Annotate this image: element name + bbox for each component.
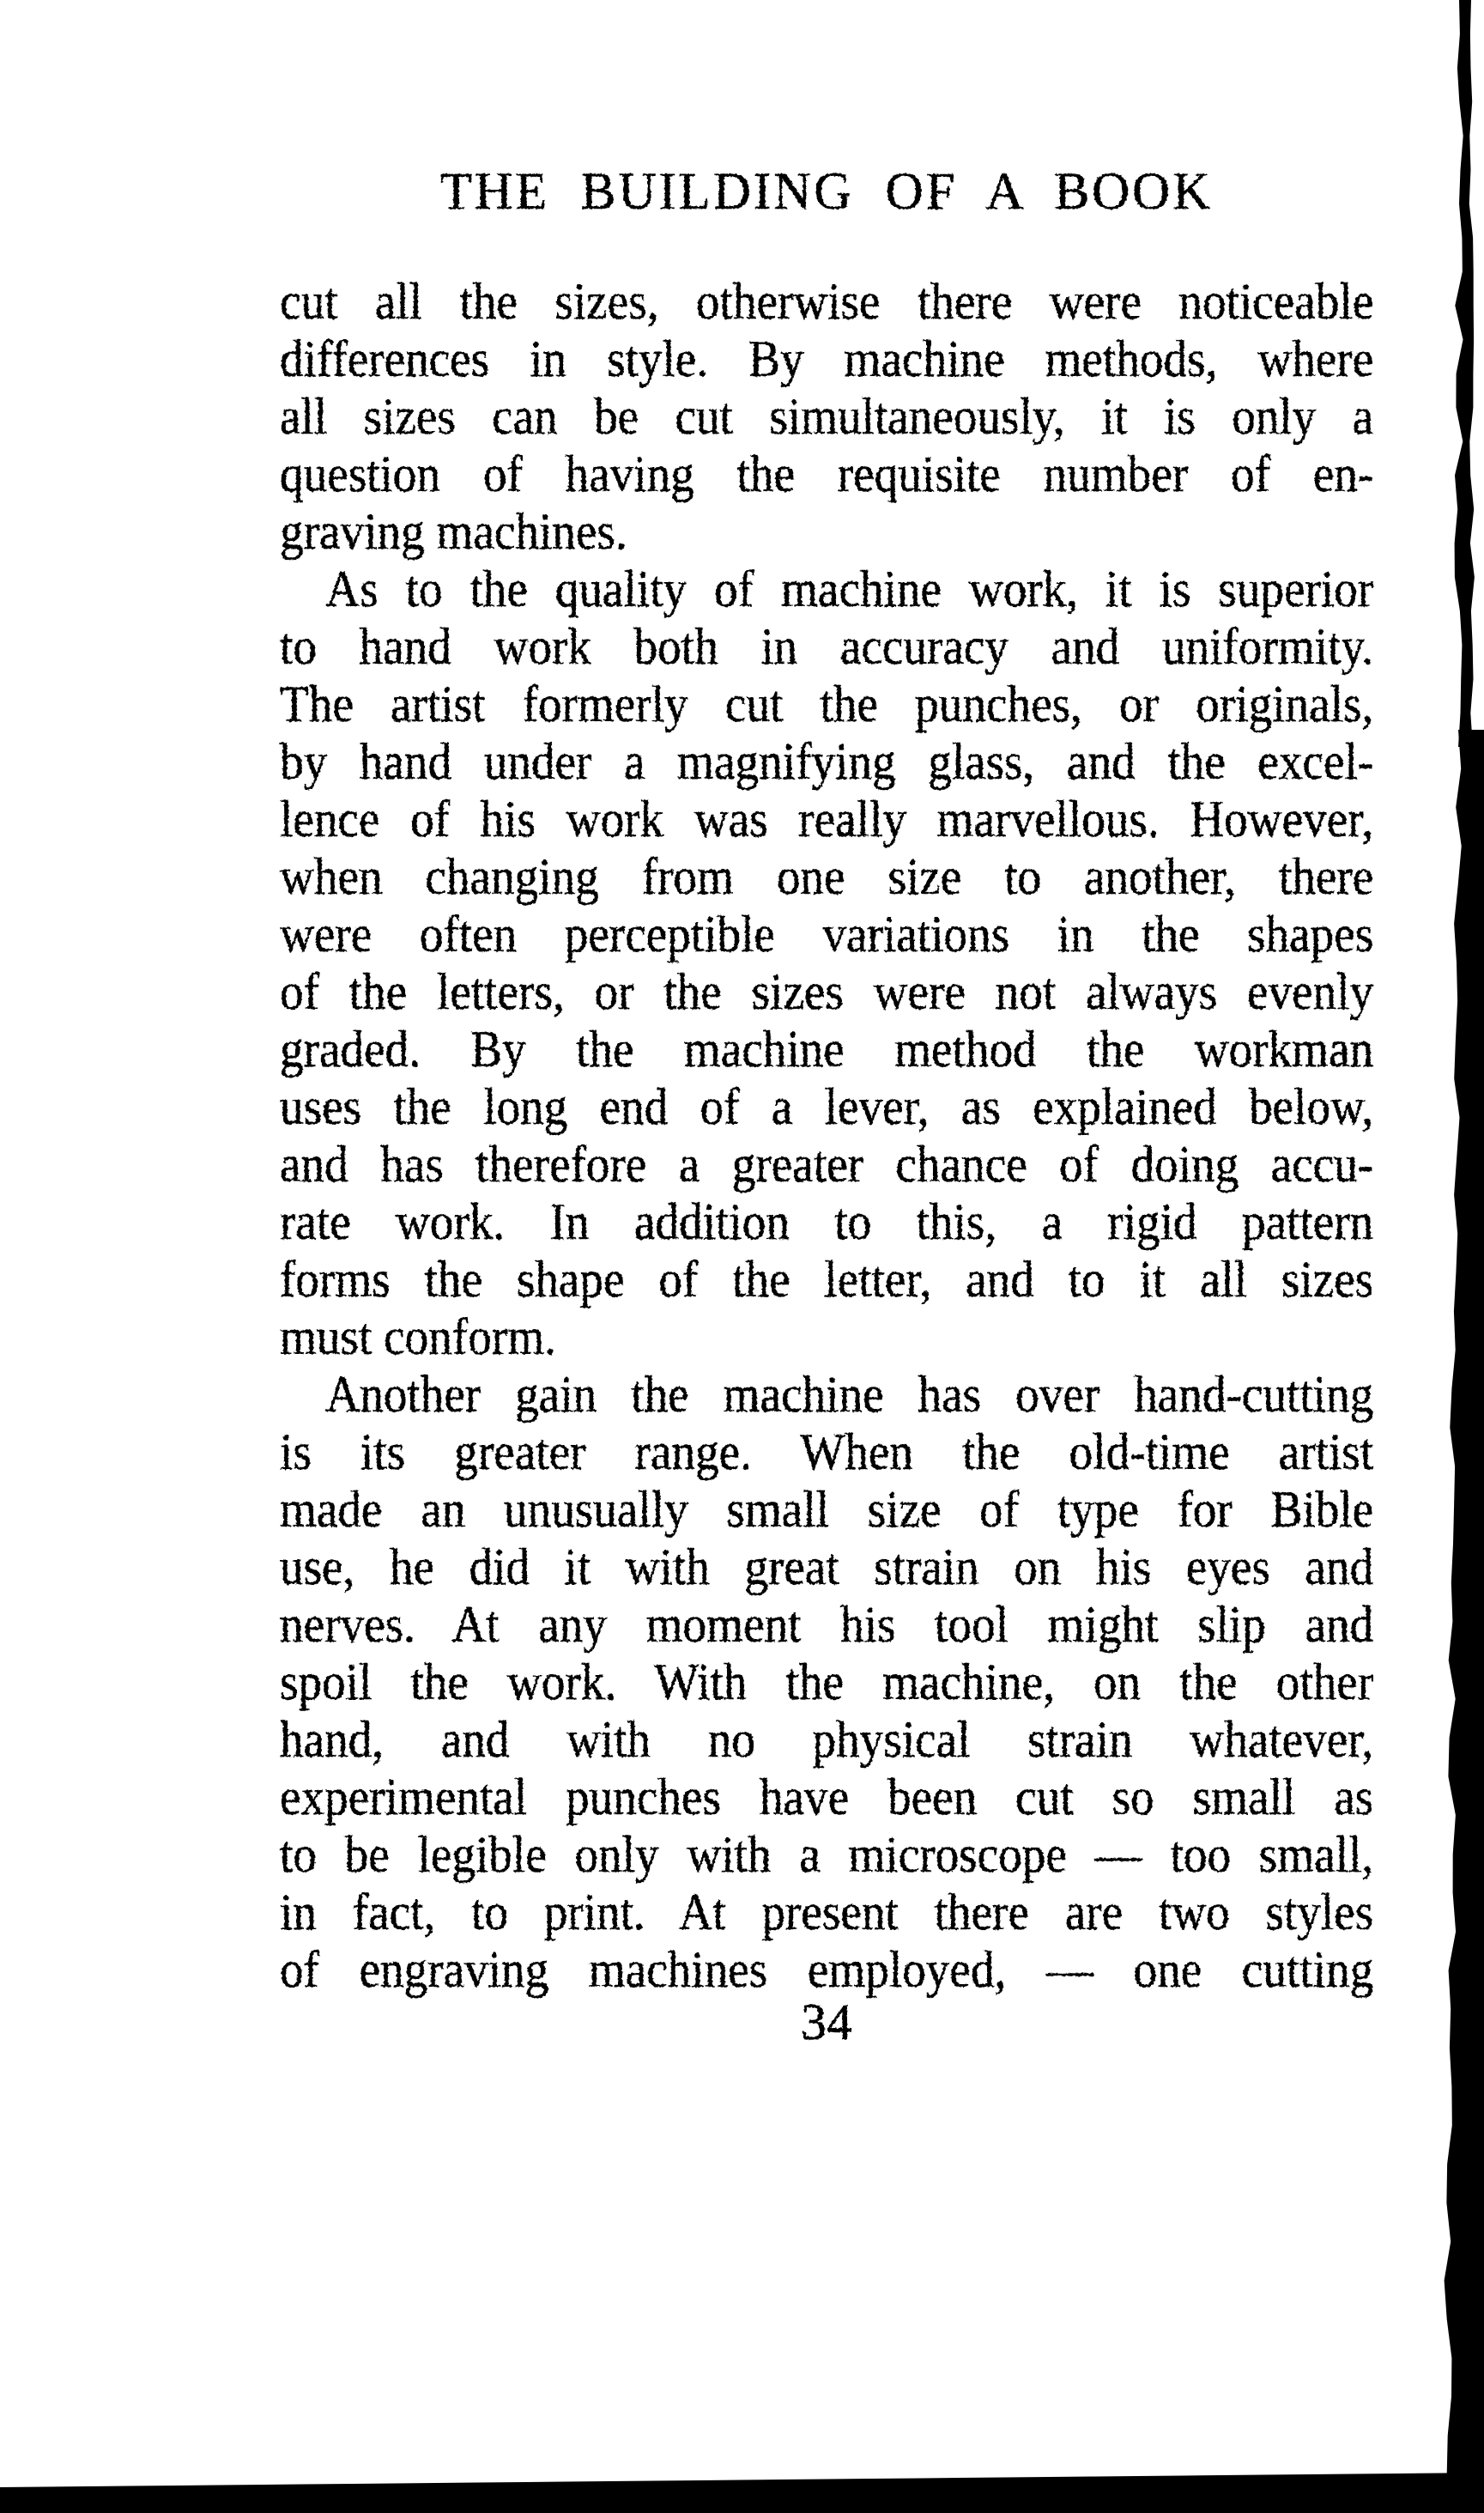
- text-line: graded. By the machine method the workman: [280, 1021, 1374, 1077]
- text-line: to hand work both in accuracy and uniformity.: [280, 618, 1374, 675]
- text-line: differences in style. By machine methods, where: [280, 331, 1374, 387]
- text-line: spoil the work. With the machine, on the other: [280, 1654, 1374, 1710]
- text-line: The artist formerly cut the punches, or originals,: [280, 676, 1374, 732]
- text-line: of engraving machines employed, — one cutting: [280, 1941, 1374, 1998]
- text-line: is its greater range. When the old-time artist: [280, 1423, 1374, 1480]
- text-line: graving machines.: [280, 503, 627, 560]
- text-line: nerves. At any moment his tool might slip and: [280, 1596, 1374, 1653]
- text-line: uses the long end of a lever, as explained below,: [280, 1078, 1374, 1135]
- text-line: rate work. In addition to this, a rigid pattern: [280, 1193, 1374, 1250]
- page-number: 34: [801, 1994, 852, 2050]
- text-line: question of having the requisite number of en-: [280, 446, 1374, 502]
- text-line: As to the quality of machine work, it is superior: [325, 561, 1374, 617]
- text-line: in fact, to print. At present there are two styles: [280, 1884, 1374, 1940]
- text-line: hand, and with no physical strain whatever,: [280, 1711, 1374, 1768]
- text-line: experimental punches have been cut so small as: [280, 1769, 1374, 1825]
- text-line: lence of his work was really marvellous. However,: [280, 791, 1374, 847]
- text-line: to be legible only with a microscope — too small,: [280, 1826, 1374, 1883]
- text-line: Another gain the machine has over hand-cutting: [325, 1366, 1374, 1423]
- text-line: made an unusually small size of type for Bible: [280, 1481, 1374, 1538]
- text-line: and has therefore a greater chance of doing accu-: [280, 1136, 1374, 1193]
- text-line: use, he did it with great strain on his eyes and: [280, 1539, 1374, 1595]
- text-line: were often perceptible variations in the shapes: [280, 906, 1374, 962]
- text-line: cut all the sizes, otherwise there were noticeable: [280, 273, 1374, 330]
- text-line: by hand under a magnifying glass, and the excel-: [280, 733, 1374, 790]
- body-text: [280, 273, 1373, 1999]
- text-line: when changing from one size to another, there: [280, 848, 1374, 905]
- running-header: THE BUILDING OF A BOOK: [439, 163, 1214, 221]
- text-line: must conform.: [280, 1308, 556, 1365]
- text-line: forms the shape of the letter, and to it all sizes: [280, 1251, 1374, 1308]
- text-line: of the letters, or the sizes were not always evenly: [280, 963, 1374, 1020]
- text-line: all sizes can be cut simultaneously, it is only a: [280, 388, 1374, 445]
